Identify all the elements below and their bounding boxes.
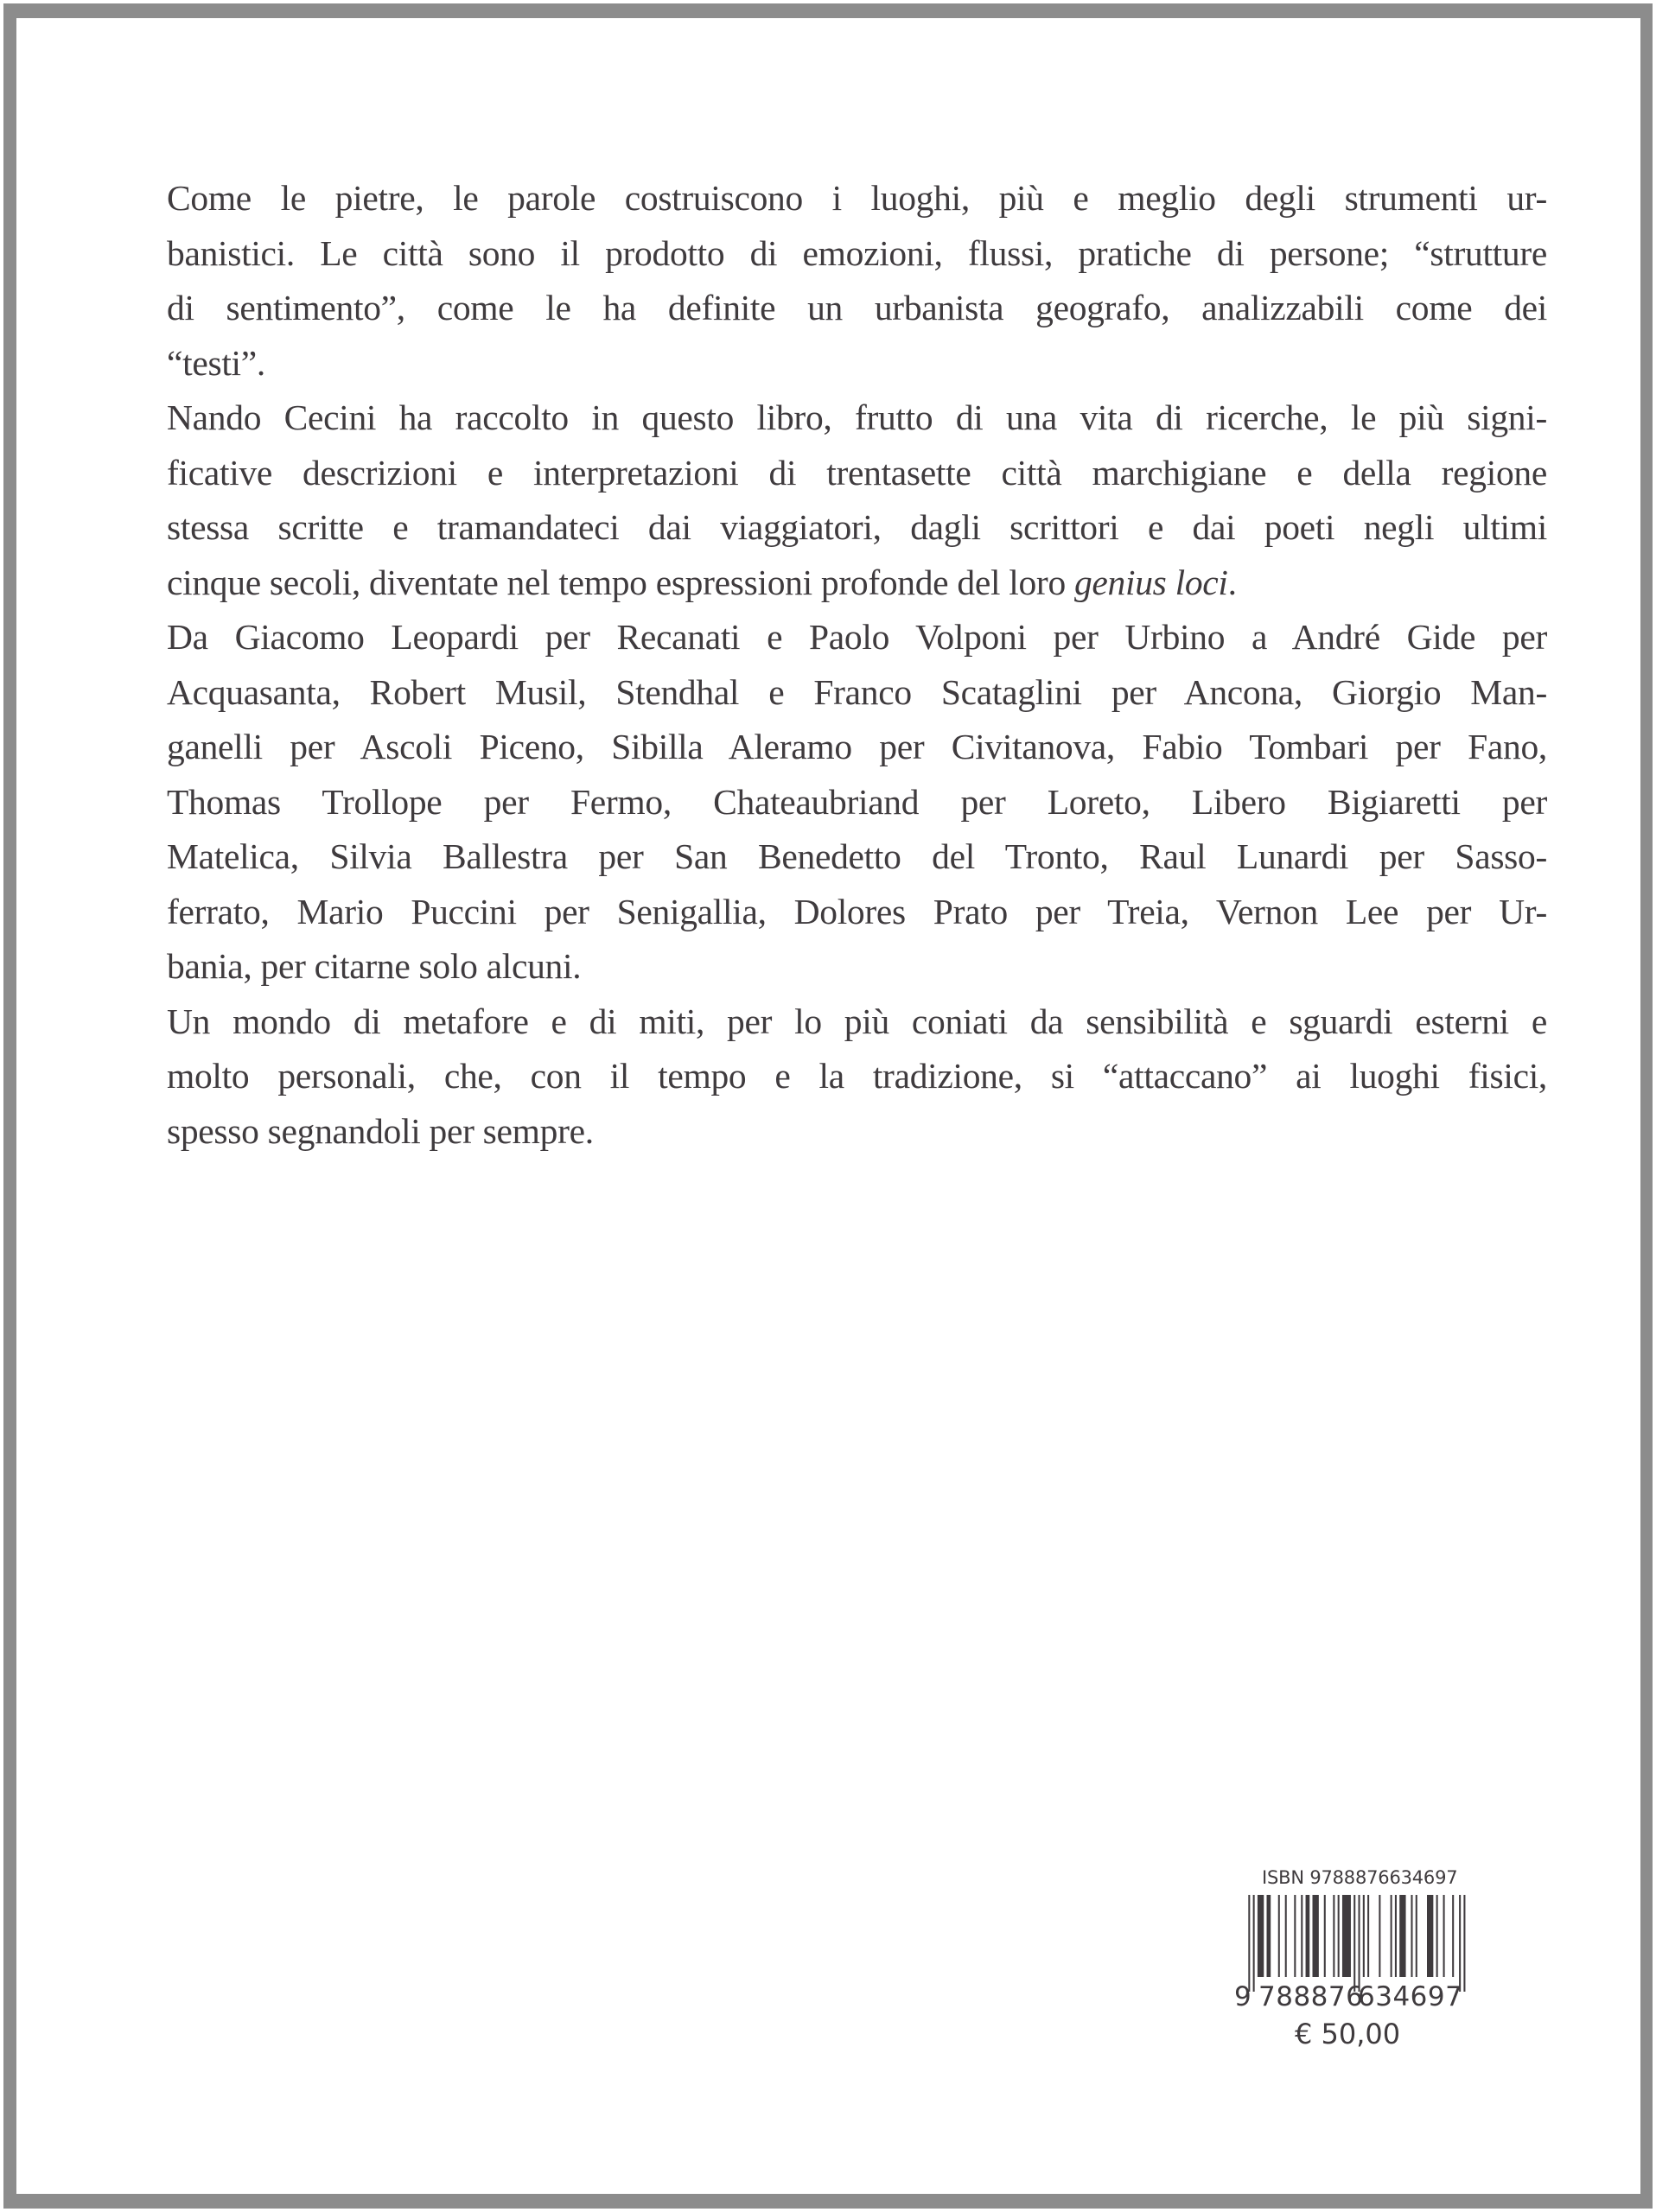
paragraph-1 (167, 171, 1547, 391)
text-line: Come le pietre, le parole costruiscono i luoghi, più e meglio degli strumenti ur- (167, 178, 1547, 218)
text-line: ficative descrizioni e interpretazioni di trentasette città marchigiane e della regione (167, 452, 1547, 493)
barcode-guard-bar (1353, 1895, 1355, 1992)
barcode-bar (1427, 1895, 1433, 1977)
barcode-bar (1278, 1895, 1280, 1977)
barcode-bar (1333, 1895, 1334, 1977)
italic-term: genius loci (1073, 562, 1228, 602)
barcode-guard-bar (1459, 1895, 1461, 1992)
text-line: bania, per citarne solo alcuni. (167, 946, 582, 986)
barcode-bar (1285, 1895, 1287, 1977)
paragraph-2 (167, 391, 1547, 610)
barcode-bar (1306, 1895, 1310, 1977)
barcode-bar (1379, 1895, 1380, 1977)
text-line: molto personali, che, con il tempo e la tradizione, si “attaccano” ai luoghi fisici, (167, 1056, 1547, 1096)
text-segment: . (1227, 562, 1237, 602)
text-line: spesso segnandoli per sempre. (167, 1110, 594, 1151)
barcode-bar (1313, 1895, 1319, 1977)
text-line: “testi”. (167, 342, 265, 383)
barcode-bar (1258, 1895, 1264, 1977)
barcode-bar (1443, 1895, 1445, 1977)
barcode-right-digits: 634697 (1358, 1981, 1463, 2012)
barcode-bar (1363, 1895, 1365, 1977)
text-line: Da Giacomo Leopardi per Recanati e Paolo Volponi per Urbino a André Gide per (167, 617, 1547, 657)
isbn-label: ISBN 9788876634697 (1262, 1867, 1458, 1888)
barcode-bar (1395, 1895, 1397, 1977)
text-line: stessa scritte e tramandateci dai viaggiatori, dagli scrittori e dai poeti negli ultimi (167, 507, 1547, 547)
barcode-guard-bar (1463, 1895, 1465, 1992)
text-segment: cinque secoli, diventate nel tempo espressioni profonde del loro (167, 562, 1074, 602)
barcode-bar (1411, 1895, 1412, 1977)
barcode-left-digits: 788876 (1258, 1981, 1364, 2012)
barcode-bar (1391, 1895, 1392, 1977)
text-line: ganelli per Ascoli Piceno, Sibilla Aleramo per Civitanova, Fabio Tombari per Fano, (167, 727, 1547, 766)
text-line: ferrato, Mario Puccini per Senigallia, Dolores Prato per Treia, Vernon Lee per Ur- (167, 891, 1547, 931)
ean13-barcode (1227, 1862, 1487, 2000)
barcode-bar (1301, 1895, 1303, 1977)
text-line: Thomas Trollope per Fermo, Chateaubriand per Loreto, Libero Bigiaretti per (167, 781, 1547, 822)
text-line: di sentimento”, come le ha definite un urbanista geografo, analizzabili come dei (167, 288, 1547, 327)
text-line (167, 556, 1547, 611)
paragraph-3 (167, 610, 1547, 995)
barcode-guard-bar (1248, 1895, 1250, 1992)
price-label: € 50,00 (1295, 2018, 1401, 2050)
barcode-bar (1294, 1895, 1296, 1977)
text-line: banistici. Le città sono il prodotto di emozioni, flussi, pratiche di persone; “strutture (167, 232, 1547, 273)
barcode-bar (1452, 1895, 1454, 1977)
paragraph-4 (167, 995, 1547, 1160)
barcode-bar (1267, 1895, 1271, 1977)
barcode-guard-bar (1253, 1895, 1255, 1992)
isbn-barcode-block (1227, 1862, 1487, 2052)
back-cover-blurb (167, 171, 1547, 1159)
text-line: Acquasanta, Robert Musil, Stendhal e Franco Scataglini per Ancona, Giorgio Man- (167, 671, 1547, 712)
text-line: Un mondo di metafore e di miti, per lo più coniati da sensibilità e sguardi esterni e (167, 1001, 1547, 1041)
barcode-bar (1338, 1895, 1340, 1977)
barcode-bar (1342, 1895, 1351, 1977)
text-line: Matelica, Silvia Ballestra per San Benedetto del Tronto, Raul Lunardi per Sasso- (167, 836, 1547, 876)
text-line: Nando Cecini ha raccolto in questo libro, frutto di una vita di ricerche, le più signi- (167, 397, 1547, 437)
barcode-bar (1436, 1895, 1438, 1977)
barcode-bar (1324, 1895, 1326, 1977)
barcode-first-digit: 9 (1234, 1981, 1252, 2012)
barcode-bar (1367, 1895, 1369, 1977)
barcode-bar (1399, 1895, 1405, 1977)
barcode-guard-bar (1359, 1895, 1360, 1992)
barcode-bar (1416, 1895, 1417, 1977)
